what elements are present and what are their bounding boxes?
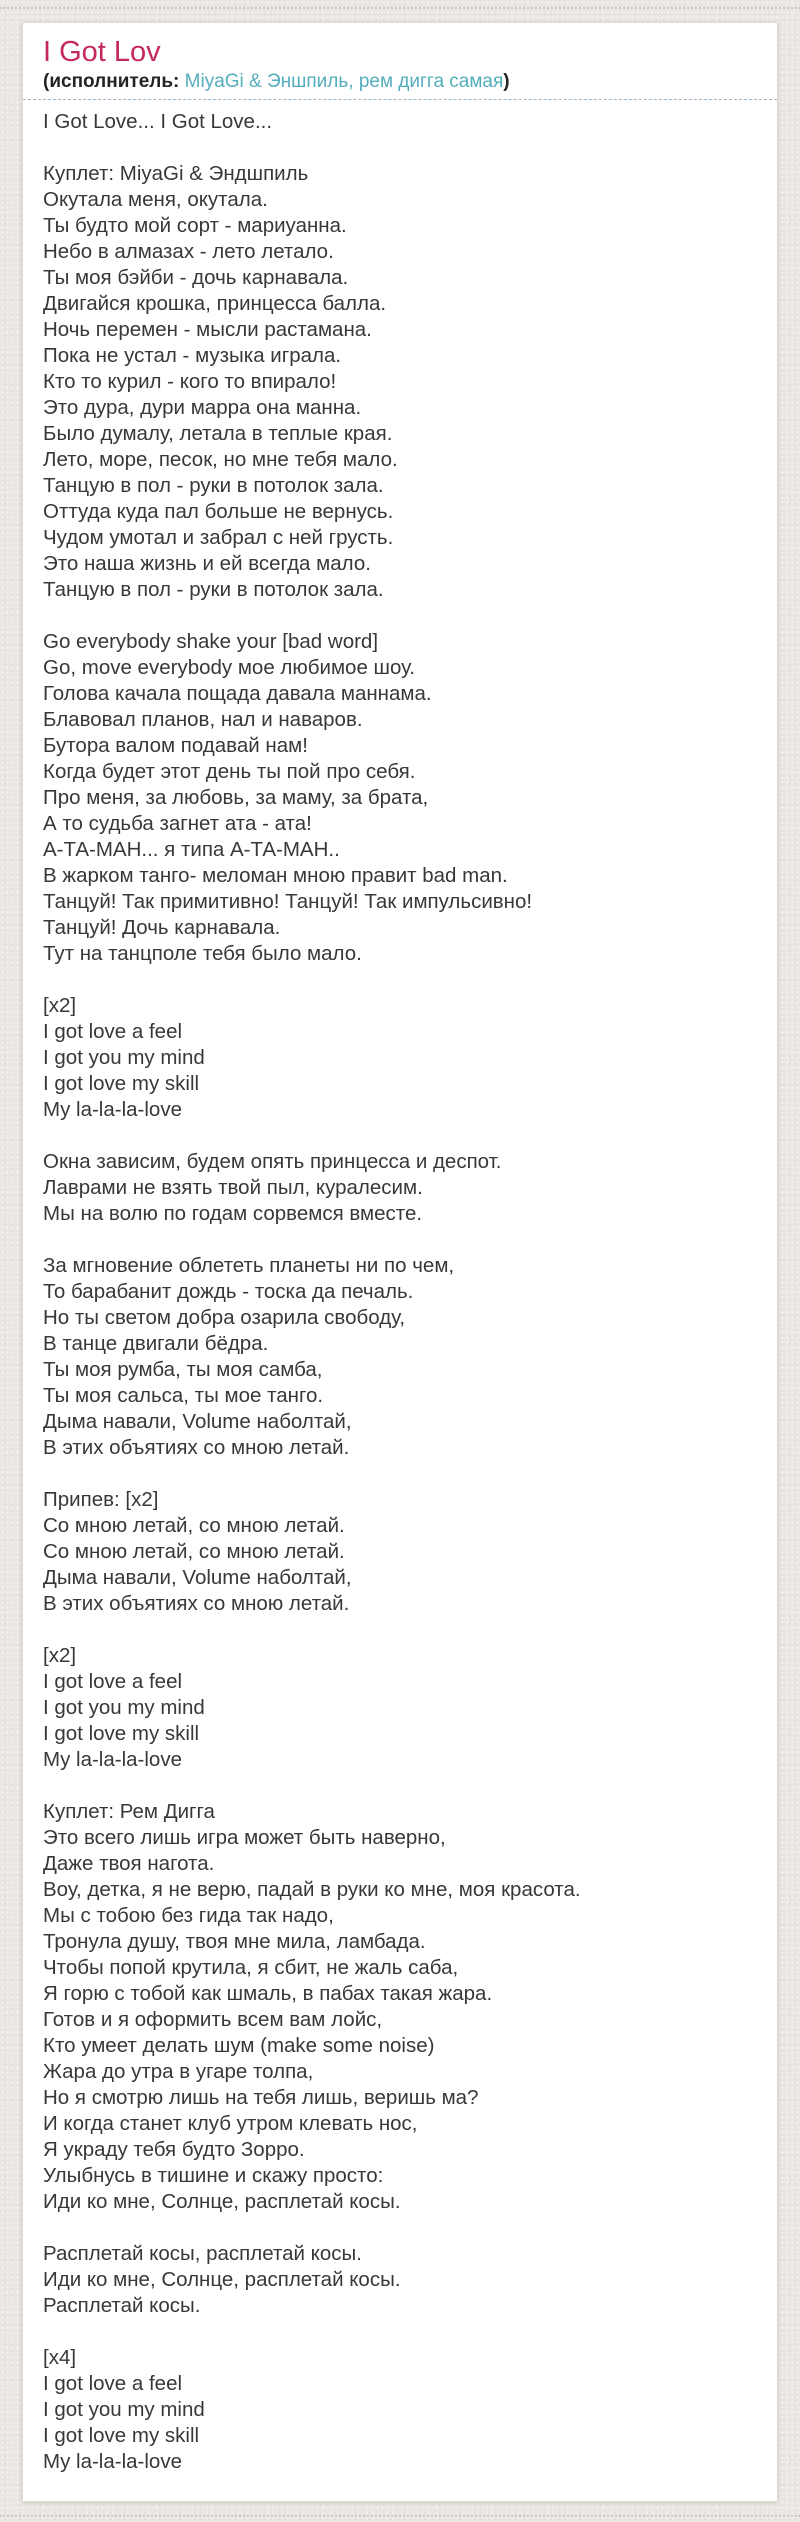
artist-row xyxy=(23,71,777,100)
lyric-line: Ты моя сальса, ты мое танго. xyxy=(43,1384,324,1407)
lyric-line: В этих объятиях со мною летай. xyxy=(43,1436,350,1459)
lyric-line: Чтобы попой крутила, я сбит, не жаль саба, xyxy=(43,1956,459,1979)
lyric-line: Даже твоя нагота. xyxy=(43,1852,215,1875)
lyric-line xyxy=(43,603,757,629)
lyric-line: I got love my skill xyxy=(43,1722,200,1745)
lyric-line: I got love my skill xyxy=(43,1072,200,1095)
lyric-line: Это дура, дури марра она манна. xyxy=(43,396,362,419)
lyric-line: [x4] xyxy=(43,2346,77,2369)
lyric-line: Танцуй! Так примитивно! Танцуй! Так импульсивно! xyxy=(43,890,533,913)
lyric-line: Это наша жизнь и ей всегда мало. xyxy=(43,552,371,575)
lyric-line: [x2] xyxy=(43,1644,77,1667)
lyric-line: Куплет: Рем Дигга xyxy=(43,1800,215,1823)
lyric-line xyxy=(43,1227,757,1253)
lyric-line: То барабанит дождь - тоска да печаль. xyxy=(43,1280,414,1303)
lyric-line xyxy=(43,1123,757,1149)
lyric-line: За мгновение облететь планеты ни по чем, xyxy=(43,1254,455,1277)
lyric-line: I got you my mind xyxy=(43,2398,205,2421)
lyric-line: Пока не устал - музыка играла. xyxy=(43,344,342,367)
lyric-line: I got love a feel xyxy=(43,1020,183,1043)
lyric-line: Кто то курил - кого то впирало! xyxy=(43,370,337,393)
lyric-line: Танцуй! Дочь карнавала. xyxy=(43,916,281,939)
lyric-line: Небо в алмазах - лето летало. xyxy=(43,240,334,263)
artist-suffix-label: ) xyxy=(503,71,510,92)
lyric-line: В жарком танго- меломан мною правит bad man. xyxy=(43,864,508,887)
lyric-line: Готов и я оформить всем вам лойс, xyxy=(43,2008,383,2031)
lyric-line: Улыбнусь в тишине и скажу просто: xyxy=(43,2164,384,2187)
lyric-line: My la-la-la-love xyxy=(43,2450,182,2473)
lyric-line: Расплетай косы, расплетай косы. xyxy=(43,2242,362,2265)
lyric-line xyxy=(43,1773,757,1799)
lyric-line: Мы на волю по годам сорвемся вместе. xyxy=(43,1202,423,1225)
lyric-line: Мы с тобою без гида так надо, xyxy=(43,1904,334,1927)
lyric-line: Про меня, за любовь, за маму, за брата, xyxy=(43,786,429,809)
lyric-line: Дыма навали, Volume наболтай, xyxy=(43,1566,352,1589)
lyric-line: Воу, детка, я не верю, падай в руки ко мне, моя красота. xyxy=(43,1878,581,1901)
lyric-line: Со мною летай, со мною летай. xyxy=(43,1514,345,1537)
lyric-line: Припев: [x2] xyxy=(43,1488,159,1511)
lyric-line: Иди ко мне, Солнце, расплетай косы. xyxy=(43,2190,401,2213)
lyric-line xyxy=(43,1461,757,1487)
lyric-line: I got you my mind xyxy=(43,1696,205,1719)
lyric-line: I got you my mind xyxy=(43,1046,205,1069)
lyric-line: Танцую в пол - руки в потолок зала. xyxy=(43,474,384,497)
lyric-line: Куплет: MiyaGi & Эндшпиль xyxy=(43,162,309,185)
lyric-line: Со мною летай, со мною летай. xyxy=(43,1540,345,1563)
lyric-line: Я горю с тобой как шмаль, в пабах такая жара. xyxy=(43,1982,493,2005)
lyric-line: My la-la-la-love xyxy=(43,1748,182,1771)
lyric-line: Ты моя бэйби - дочь карнавала. xyxy=(43,266,349,289)
lyric-line: I got love a feel xyxy=(43,2372,183,2395)
lyric-line: Go, move everybody мое любимое шоу. xyxy=(43,656,416,679)
lyrics-card xyxy=(22,22,778,2502)
lyric-line: И когда станет клуб утром клевать нос, xyxy=(43,2112,418,2135)
lyric-line: Ты моя румба, ты моя самба, xyxy=(43,1358,323,1381)
artist-link[interactable]: MiyaGi & Эншпиль, рем дигга самая xyxy=(184,71,504,92)
lyric-line: Тронула душу, твоя мне мила, ламбада. xyxy=(43,1930,426,1953)
lyric-line: В этих объятиях со мною летай. xyxy=(43,1592,350,1615)
lyric-line: Окутала меня, окутала. xyxy=(43,188,268,211)
lyric-line: [x2] xyxy=(43,994,77,1017)
lyric-line: А то судьба загнет ата - ата! xyxy=(43,812,312,835)
lyric-line: Блавовал планов, нал и наваров. xyxy=(43,708,363,731)
lyric-line xyxy=(43,1617,757,1643)
lyric-line xyxy=(43,2319,757,2345)
lyric-line: Голова качала пощада давала маннама. xyxy=(43,682,432,705)
lyric-line: Иди ко мне, Солнце, расплетай косы. xyxy=(43,2268,401,2291)
lyric-line xyxy=(43,2215,757,2241)
lyric-line: Жара до утра в угаре толпа, xyxy=(43,2060,314,2083)
lyric-line: Окна зависим, будем опять принцесса и деспот. xyxy=(43,1150,502,1173)
lyric-line: А-ТА-МАН... я типа А-ТА-МАН.. xyxy=(43,838,340,861)
lyric-line: Было думалу, летала в теплые края. xyxy=(43,422,393,445)
lyric-line: Лето, море, песок, но мне тебя мало. xyxy=(43,448,398,471)
lyric-line xyxy=(43,967,757,993)
lyric-line: Танцую в пол - руки в потолок зала. xyxy=(43,578,384,601)
lyric-line: I got love a feel xyxy=(43,1670,183,1693)
lyric-line: Бутора валом подавай нам! xyxy=(43,734,308,757)
lyric-line: Дыма навали, Volume наболтай, xyxy=(43,1410,352,1433)
lyric-line: Лаврами не взять твой пыл, куралесим. xyxy=(43,1176,423,1199)
lyric-line: I got love my skill xyxy=(43,2424,200,2447)
lyrics-text xyxy=(23,100,777,2501)
lyric-line: Когда будет этот день ты пой про себя. xyxy=(43,760,416,783)
lyric-line: I Got Love... I Got Love... xyxy=(43,110,273,133)
lyric-line xyxy=(43,135,757,161)
lyric-line: Кто умеет делать шум (make some noise) xyxy=(43,2034,435,2057)
lyric-line: Это всего лишь игра может быть наверно, xyxy=(43,1826,446,1849)
lyric-line: My la-la-la-love xyxy=(43,1098,182,1121)
lyric-line: Go everybody shake your [bad word] xyxy=(43,630,379,653)
lyric-line: Тут на танцполе тебя было мало. xyxy=(43,942,362,965)
artist-prefix-label: (исполнитель: xyxy=(43,71,185,92)
lyric-line: Чудом умотал и забрал с ней грусть. xyxy=(43,526,394,549)
lyric-line: В танце двигали бёдра. xyxy=(43,1332,269,1355)
lyric-line: Ночь перемен - мысли растамана. xyxy=(43,318,372,341)
page-title: I Got Lov xyxy=(43,36,161,68)
lyric-line: Оттуда куда пал больше не вернусь. xyxy=(43,500,394,523)
lyric-line: Но ты светом добра озарила свободу, xyxy=(43,1306,406,1329)
lyric-line: Ты будто мой сорт - мариуанна. xyxy=(43,214,347,237)
lyric-line: Я украду тебя будто Зорро. xyxy=(43,2138,305,2161)
lyric-line: Расплетай косы. xyxy=(43,2294,201,2317)
lyric-line: Но я смотрю лишь на тебя лишь, веришь ма? xyxy=(43,2086,479,2109)
lyric-line: Двигайся крошка, принцесса балла. xyxy=(43,292,387,315)
